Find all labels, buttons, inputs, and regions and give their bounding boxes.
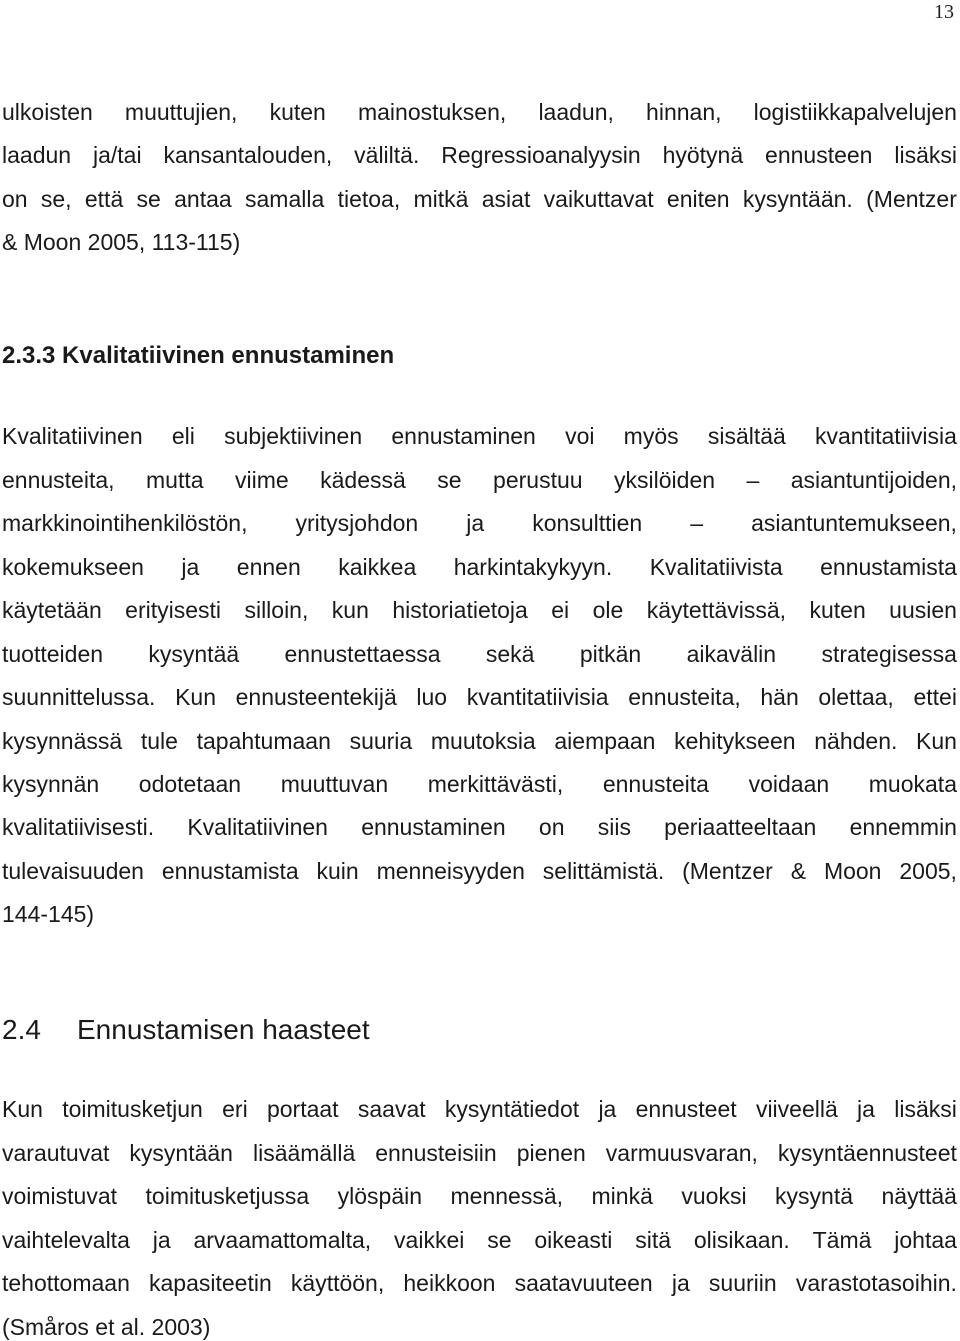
word: aiempaan (554, 728, 656, 754)
word: laadun (2, 142, 72, 168)
word: kysynnässä (2, 728, 123, 754)
word: vaikkei (394, 1227, 465, 1253)
word: kvantitatiivisia (815, 423, 957, 449)
word: ylöspäin (337, 1183, 423, 1209)
text-line (2, 553, 957, 581)
word: strategisessa (821, 641, 957, 667)
text-line (2, 640, 957, 668)
word: ennen (236, 554, 301, 580)
word: se (487, 1227, 512, 1253)
word: menneisyyden (376, 858, 525, 884)
text-line (2, 1095, 957, 1123)
word: suuria (349, 728, 413, 754)
word: kapasiteetin (149, 1270, 272, 1296)
text-line (2, 509, 957, 537)
word: kädessä (320, 467, 406, 493)
word: lisäämällä (252, 1140, 356, 1166)
word: saatavuuteen (514, 1270, 653, 1296)
word: ennemmin (849, 814, 957, 840)
word: ulkoisten (2, 99, 93, 125)
word: ja (671, 1270, 690, 1296)
word: yritysjohdon (295, 510, 419, 536)
word: se (437, 467, 462, 493)
word: periaatteeltaan (664, 814, 817, 840)
word: ja (857, 1096, 875, 1122)
page-number: 13 (934, 1, 954, 23)
word: kuten (809, 597, 866, 623)
word: pienen (516, 1140, 586, 1166)
word: 2005, (899, 858, 957, 884)
word: ennustamista (820, 554, 957, 580)
word: Moon (823, 858, 882, 884)
word: logistiikkapalvelujen (753, 99, 957, 125)
word: muuttujien, (124, 99, 238, 125)
word: (Mentzer (682, 858, 773, 884)
word: kvalitatiivisesti. (2, 814, 155, 840)
word: Kvalitatiivinen (2, 423, 143, 449)
word: asiantuntijoiden, (790, 467, 957, 493)
word: Kun (175, 684, 216, 710)
word: asiat (481, 186, 531, 212)
word: kysyntään. (742, 186, 853, 212)
word: muutoksia (430, 728, 536, 754)
word: asiantuntemukseen, (751, 510, 957, 536)
word: näyttää (881, 1183, 957, 1209)
word: vuoksi (681, 1183, 747, 1209)
word: Kvalitatiivinen (187, 814, 328, 840)
text-line (2, 1226, 957, 1254)
text-line (2, 857, 957, 885)
word: ettei (913, 684, 957, 710)
word: selittämistä. (542, 858, 665, 884)
word: ennusteisiin (375, 1140, 497, 1166)
word: hyötynä (662, 142, 744, 168)
word: ja (598, 1096, 617, 1122)
word: ja/tai (92, 142, 142, 168)
word: subjektiivinen (224, 423, 363, 449)
word: erityisesti (125, 597, 222, 623)
word: olettaa, (818, 684, 894, 710)
word: merkittävästi, (427, 771, 564, 797)
word: markkinointihenkilöstön, (2, 510, 248, 536)
word: voimistuvat (2, 1183, 118, 1209)
word: kysyntään (129, 1140, 233, 1166)
word: suuriin (708, 1270, 777, 1296)
word: muuttuvan (280, 771, 389, 797)
word: ennusteita, (628, 684, 741, 710)
word: ennustettaessa (284, 641, 441, 667)
word: mainostuksen, (357, 99, 507, 125)
word: ennusteen (765, 142, 873, 168)
word: tapahtumaan (196, 728, 331, 754)
word: kvantitatiivisia (466, 684, 609, 710)
word: harkintakykyyn. (453, 554, 613, 580)
word: voi (565, 423, 595, 449)
text-line (2, 466, 957, 494)
word: yksilöiden (614, 467, 716, 493)
word: minkä (591, 1183, 653, 1209)
word: voidaan (748, 771, 830, 797)
text-line (2, 141, 957, 169)
word: lisäksi (894, 142, 957, 168)
word: samalla (245, 186, 325, 212)
word: väliltä. (354, 142, 420, 168)
word: varautuvat (2, 1140, 110, 1166)
word: mitkä (413, 186, 469, 212)
word: se, (40, 186, 72, 212)
word: hän (760, 684, 799, 710)
word: – (690, 510, 704, 536)
word: viiveellä (755, 1096, 838, 1122)
word: kuten (269, 99, 326, 125)
word: ole (592, 597, 624, 623)
word: kokemukseen (2, 554, 144, 580)
word: Kun (2, 1096, 43, 1122)
word: toimitusketjun (62, 1096, 203, 1122)
word: siis (597, 814, 631, 840)
word: ennusteet (635, 1096, 737, 1122)
word: mutta (146, 467, 204, 493)
word: Regressioanalyysin (441, 142, 641, 168)
text-line (2, 422, 957, 450)
text-line (2, 1139, 957, 1167)
word: ennusteentekijä (235, 684, 397, 710)
word: tuotteiden (2, 641, 104, 667)
word: kuin (316, 858, 359, 884)
word: ja (181, 554, 200, 580)
word: uusien (889, 597, 957, 623)
word: käytettävissä, (646, 597, 787, 623)
section-heading-2-3-3: 2.3.3 Kvalitatiivinen ennustaminen (2, 342, 395, 369)
word: & (790, 858, 807, 884)
word: ennusteita (602, 771, 709, 797)
word: antaa (174, 186, 232, 212)
word: kysyntä (775, 1183, 854, 1209)
word: saavat (357, 1096, 426, 1122)
text-line (2, 683, 957, 711)
word: ja (152, 1227, 171, 1253)
word: myös (623, 423, 679, 449)
word: vaihtelevalta (2, 1227, 130, 1253)
section-title: Ennustamisen haasteet (77, 1014, 370, 1045)
word: oikeasti (534, 1227, 613, 1253)
text-line (2, 185, 957, 213)
word: käytetään (2, 597, 102, 623)
word: vaikuttavat (543, 186, 654, 212)
word: perustuu (493, 467, 583, 493)
word: sitä (635, 1227, 672, 1253)
word: Kvalitatiivista (649, 554, 783, 580)
word: viime (235, 467, 289, 493)
word: – (746, 467, 760, 493)
text-line (2, 770, 957, 798)
word: lisäksi (894, 1096, 957, 1122)
word: sekä (485, 641, 535, 667)
word: olisikaan. (693, 1227, 790, 1253)
word: silloin, (244, 597, 309, 623)
word: mennessä, (450, 1183, 564, 1209)
word: (Mentzer (866, 186, 957, 212)
word: Tämä (812, 1227, 872, 1253)
text-line: & Moon 2005, 113-115) (2, 229, 241, 255)
word: kaikkea (338, 554, 417, 580)
word: kysynnän (2, 771, 100, 797)
word: eniten (666, 186, 730, 212)
word: portaat (266, 1096, 339, 1122)
word: Kun (916, 728, 957, 754)
word: kysyntätiedot (444, 1096, 580, 1122)
word: sisältää (707, 423, 786, 449)
word: varastotasoihin. (795, 1270, 957, 1296)
word: pitkän (579, 641, 642, 667)
word: odotetaan (138, 771, 242, 797)
text-line: 144-145) (2, 901, 95, 927)
word: eli (171, 423, 195, 449)
text-line (2, 727, 957, 755)
word: heikkoon (403, 1270, 496, 1296)
word: nähden. (814, 728, 898, 754)
text-line (2, 813, 957, 841)
word: tehottomaan (2, 1270, 130, 1296)
text-line (2, 1182, 957, 1210)
word: kysyntäennusteet (777, 1140, 957, 1166)
word: tietoa, (337, 186, 401, 212)
text-line (2, 98, 957, 126)
word: tulevaisuuden (2, 858, 144, 884)
word: on (538, 814, 565, 840)
word: kun (331, 597, 369, 623)
word: ennusteita, (2, 467, 115, 493)
word: johtaa (894, 1227, 957, 1253)
section-number: 2.4 (2, 1014, 41, 1045)
word: tule (140, 728, 178, 754)
word: on (2, 186, 28, 212)
word: suunnittelussa. (2, 684, 156, 710)
word: että (84, 186, 124, 212)
word: kehitykseen (674, 728, 796, 754)
word: ennustaminen (361, 814, 506, 840)
word: eri (222, 1096, 248, 1122)
word: varmuusvaran, (605, 1140, 758, 1166)
word: luo (416, 684, 448, 710)
text-line (2, 596, 957, 624)
word: konsulttien (532, 510, 643, 536)
word: toimitusketjussa (145, 1183, 310, 1209)
word: kysyntää (148, 641, 240, 667)
word: ennustamista (161, 858, 299, 884)
word: kansantalouden, (163, 142, 333, 168)
word: laadun, (538, 99, 614, 125)
section-heading-2-4 (2, 1013, 370, 1047)
word: aikavälin (686, 641, 777, 667)
word: käyttöön, (290, 1270, 385, 1296)
word: hinnan, (646, 99, 722, 125)
word: ja (466, 510, 485, 536)
word: arvaamattomalta, (193, 1227, 372, 1253)
text-line (2, 1269, 957, 1297)
word: historiatietoja (392, 597, 528, 623)
word: se (136, 186, 161, 212)
word: ennustaminen (391, 423, 536, 449)
word: ei (551, 597, 570, 623)
word: muokata (868, 771, 957, 797)
text-line: (Småros et al. 2003) (2, 1314, 211, 1340)
